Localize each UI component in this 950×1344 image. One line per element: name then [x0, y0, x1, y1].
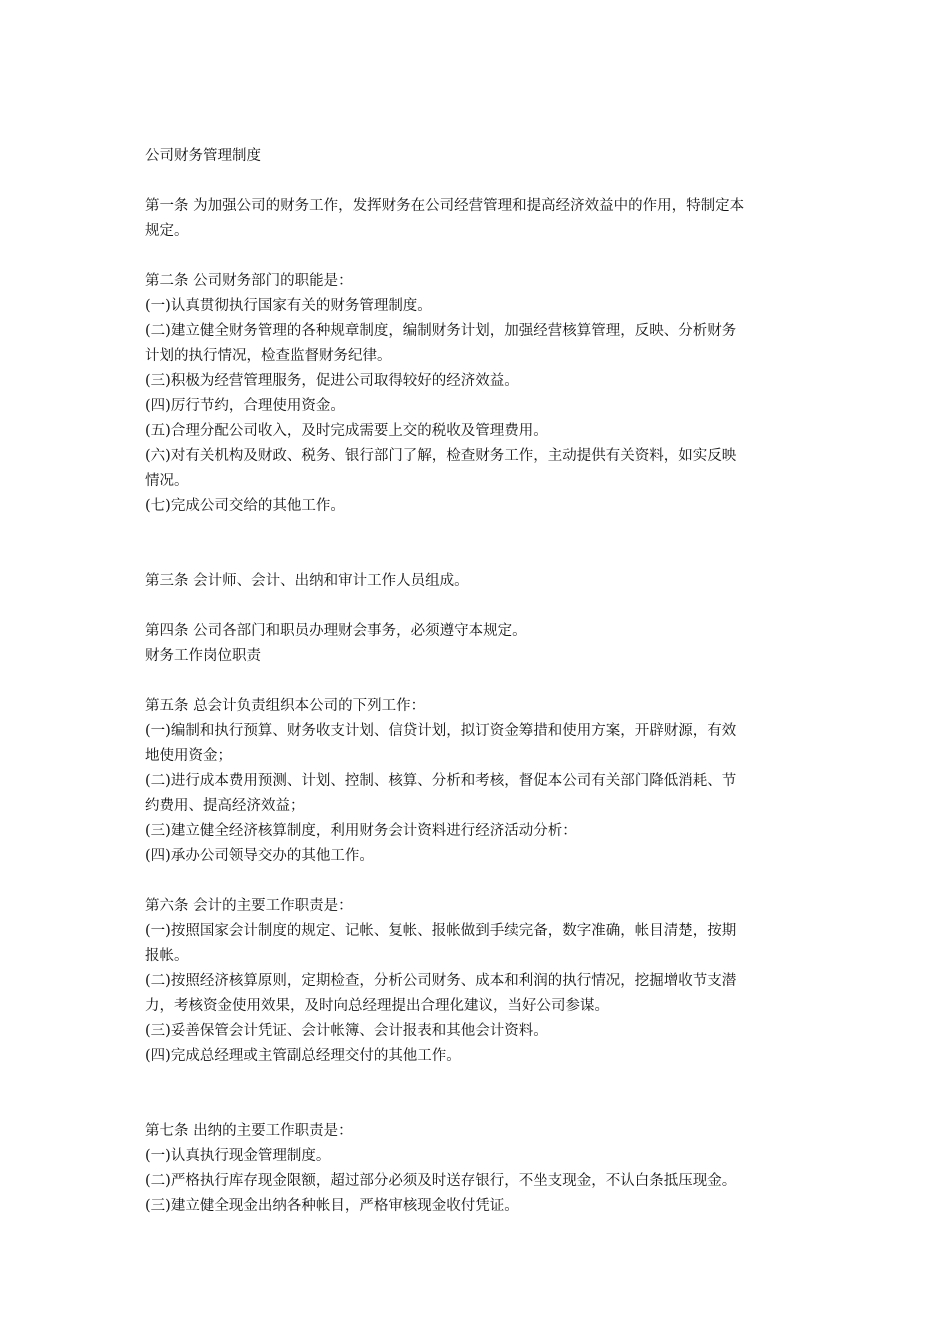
article-2-line: (四)厉行节约，合理使用资金。: [145, 398, 345, 414]
article-6-line: (二)按照经济核算原则，定期检查，分析公司财务、成本和利润的执行情况，挖掘增收节支潜: [145, 973, 737, 989]
document-page: [145, 144, 805, 1219]
article-5: [145, 694, 805, 869]
article-1: [145, 194, 805, 244]
article-2-line: 情况。: [145, 473, 189, 489]
article-5-line: (一)编制和执行预算、财务收支计划、信贷计划，拟订资金筹措和使用方案，开辟财源，有效: [145, 723, 737, 739]
article-6-line: 报帐。: [145, 948, 189, 964]
article-5-heading: 第五条 总会计负责组织本公司的下列工作：: [145, 698, 426, 714]
spacer: [145, 244, 805, 269]
article-4: [145, 619, 805, 669]
article-5-line: 地使用资金；: [145, 748, 232, 764]
article-2-line: (七)完成公司交给的其他工作。: [145, 498, 345, 514]
article-1-line: 第一条 为加强公司的财务工作，发挥财务在公司经营管理和提高经济效益中的作用，特制定本: [145, 198, 745, 214]
article-6-heading: 第六条 会计的主要工作职责是：: [145, 898, 353, 914]
article-2-line: (一)认真贯彻执行国家有关的财务管理制度。: [145, 298, 432, 314]
section-heading: 财务工作岗位职责: [145, 648, 261, 664]
spacer: [145, 869, 805, 894]
article-1-line: 规定。: [145, 223, 189, 239]
article-2: [145, 269, 805, 519]
article-7-line: (三)建立健全现金出纳各种帐目，严格审核现金收付凭证。: [145, 1198, 519, 1214]
article-7-heading: 第七条 出纳的主要工作职责是：: [145, 1123, 353, 1139]
article-3: [145, 569, 805, 594]
article-6: [145, 894, 805, 1069]
article-2-heading: 第二条 公司财务部门的职能是：: [145, 273, 353, 289]
article-4-heading: 第四条 公司各部门和职员办理财会事务，必须遵守本规定。: [145, 623, 527, 639]
article-3-heading: 第三条 会计师、会计、出纳和审计工作人员组成。: [145, 573, 469, 589]
article-5-line: 约费用、提高经济效益；: [145, 798, 305, 814]
spacer: [145, 669, 805, 694]
article-2-line: (六)对有关机构及财政、税务、银行部门了解，检查财务工作，主动提供有关资料，如实反映: [145, 448, 737, 464]
article-5-line: (二)进行成本费用预测、计划、控制、核算、分析和考核，督促本公司有关部门降低消耗、节: [145, 773, 737, 789]
article-7-line: (一)认真执行现金管理制度。: [145, 1148, 331, 1164]
article-5-line: (三)建立健全经济核算制度，利用财务会计资料进行经济活动分析：: [145, 823, 577, 839]
article-2-line: (二)建立健全财务管理的各种规章制度，编制财务计划，加强经营核算管理，反映、分析财务: [145, 323, 737, 339]
article-6-line: (三)妥善保管会计凭证、会计帐簿、会计报表和其他会计资料。: [145, 1023, 548, 1039]
article-2-line: 计划的执行情况，检查监督财务纪律。: [145, 348, 392, 364]
article-7: [145, 1119, 805, 1219]
spacer: [145, 519, 805, 569]
article-6-line: (一)按照国家会计制度的规定、记帐、复帐、报帐做到手续完备，数字准确，帐目清楚，按期: [145, 923, 737, 939]
spacer: [145, 1069, 805, 1119]
spacer: [145, 594, 805, 619]
article-2-line: (三)积极为经营管理服务，促进公司取得较好的经济效益。: [145, 373, 519, 389]
article-6-line: 力，考核资金使用效果，及时向总经理提出合理化建议，当好公司参谋。: [145, 998, 609, 1014]
article-6-line: (四)完成总经理或主管副总经理交付的其他工作。: [145, 1048, 461, 1064]
article-5-line: (四)承办公司领导交办的其他工作。: [145, 848, 374, 864]
spacer: [145, 169, 805, 194]
article-2-line: (五)合理分配公司收入，及时完成需要上交的税收及管理费用。: [145, 423, 548, 439]
article-7-line: (二)严格执行库存现金限额，超过部分必须及时送存银行，不坐支现金，不认白条抵压现金。: [145, 1173, 737, 1189]
document-title: 公司财务管理制度: [145, 148, 261, 164]
